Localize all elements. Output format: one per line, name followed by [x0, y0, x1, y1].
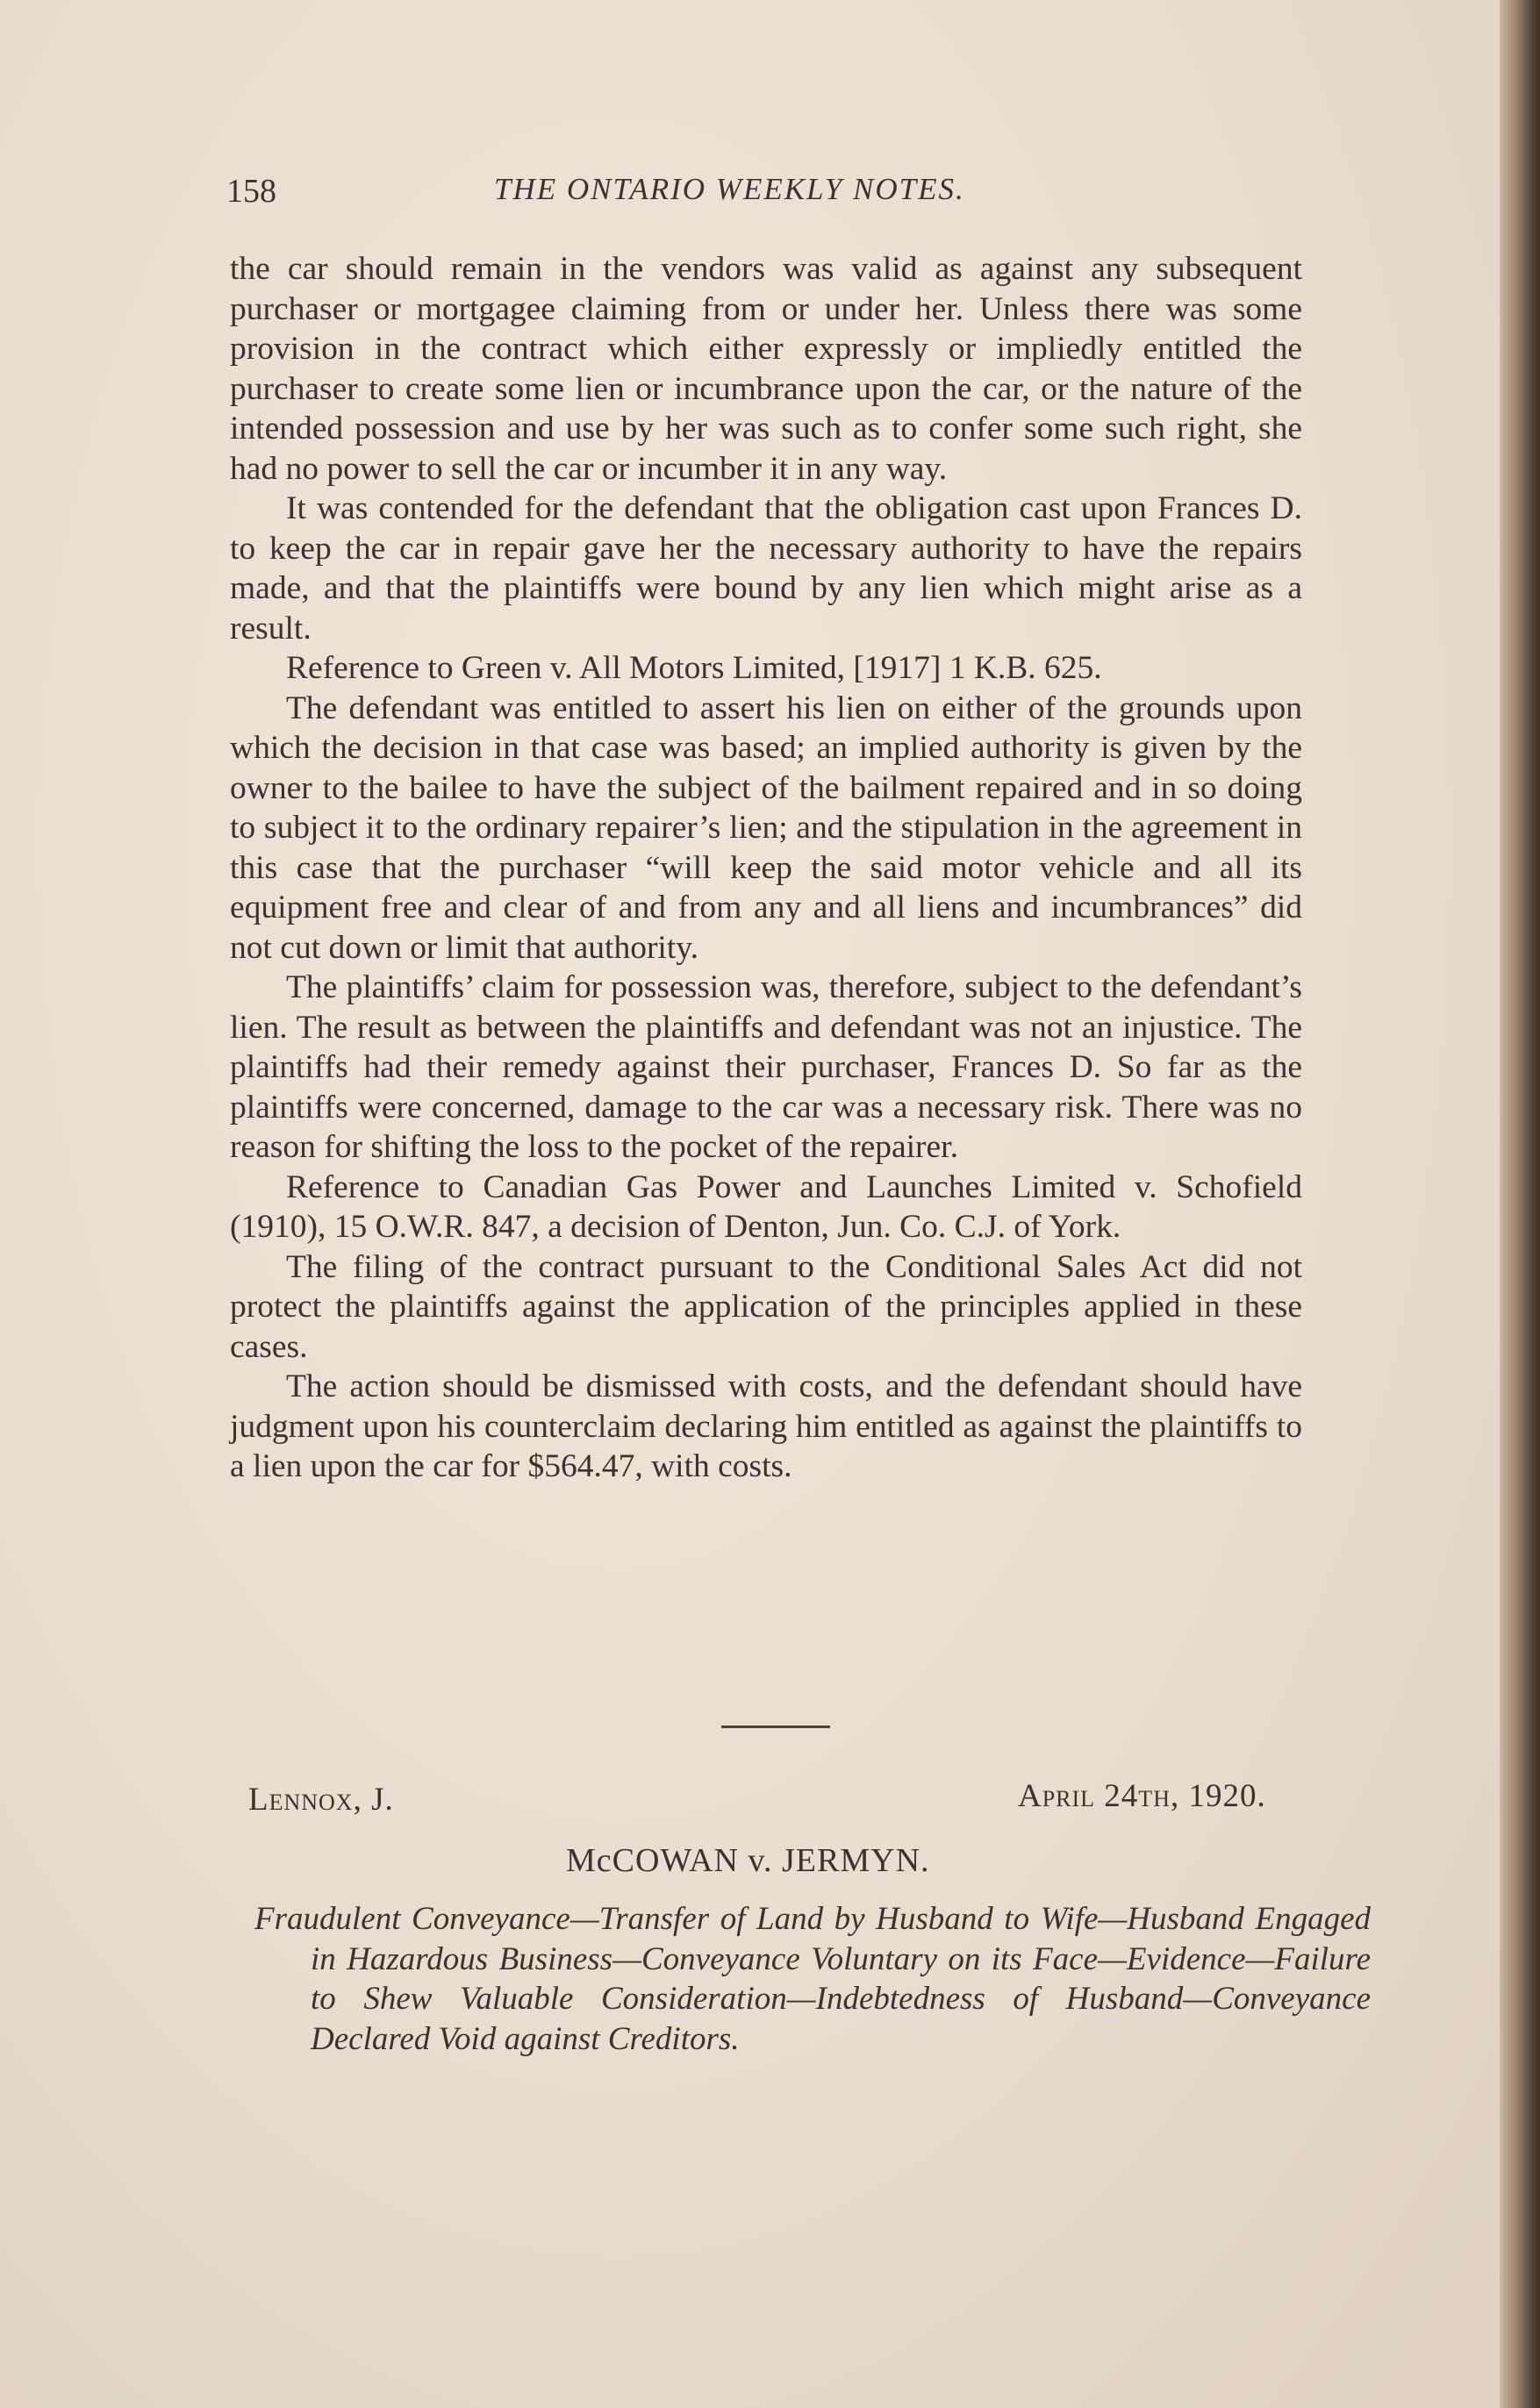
paragraph: Reference to Green v. All Motors Limited, [1917] 1 K.B. 625.	[286, 650, 1102, 686]
running-head	[226, 172, 1328, 221]
journal-title: THE ONTARIO WEEKLY NOTES.	[494, 172, 965, 206]
judge-name: Lennox, J.	[248, 1782, 394, 1818]
page-number: 158	[226, 173, 276, 210]
paragraph: The plaintiffs’ claim for possession was, therefore, subject to the defendant’s lien. The result as between the plaintiffs and defendant was not an injustice. The plaintiffs had their remedy against their purchaser, Frances D. So far as the plaintiffs were concerned, damage to the car was a necessary risk. There was no reason for shifting the loss to the pocket of the repairer.	[230, 969, 1302, 1165]
paragraph: The defendant was entitled to assert his lien on either of the grounds upon which the decision in that case was based; an implied authority is given by the owner to the bailee to have the subject of the bailment repaired and in so doing to subject it to the ordinary repairer’s lien; and the stipulation in the agreement in this case that the purchaser “will keep the said motor vehicle and all its equipment free and clear of and from any and all liens and incumbrances” did not cut down or limit that authority.	[230, 690, 1302, 966]
report-body	[230, 249, 1302, 1487]
paragraph-continued: the car should remain in the vendors was valid as against any subsequent purchaser or mortgagee claiming from or under her. Unless there was some provision in the contract which either expressly or impliedly entitled the purchaser to create some lien or incumbrance upon the car, or the nature of the intended possession and use by her was such as to confer some such right, she had no power to sell the car or incumber it in any way.	[230, 251, 1302, 487]
decision-date: April 24th, 1920.	[1018, 1778, 1266, 1814]
paragraph: Reference to Canadian Gas Power and Launches Limited v. Schofield (1910), 15 O.W.R. 847, a decision of Denton, Jun. Co. C.J. of York.	[230, 1168, 1302, 1245]
book-spine-shadow	[1500, 0, 1540, 2408]
paragraph: The filing of the contract pursuant to the Conditional Sales Act did not protect the plaintiffs against the application of the principles applied in these cases.	[230, 1248, 1302, 1365]
case-title: McCOWAN v. JERMYN.	[566, 1842, 930, 1879]
paragraph: The action should be dismissed with costs, and the defendant should have judgment upon his counterclaim declaring him entitled as against the plaintiffs to a lien upon the car for $564.47, with costs.	[230, 1368, 1302, 1484]
section-divider	[721, 1726, 830, 1728]
case-headnote: Fraudulent Conveyance—Transfer of Land by Husband to Wife—Husband Engaged in Hazardous Business—Conveyance Voluntary on its Face—Evidence—Failure to Shew Valuable Consideration—Indebtedness of Husband—Conveyance Declared Void against Creditors.	[254, 1901, 1371, 2057]
paragraph: It was contended for the defendant that the obligation cast upon Frances D. to keep the car in repair gave her the necessary authority to have the repairs made, and that the plaintiffs were bound by any lien which might arise as a result.	[230, 490, 1302, 647]
